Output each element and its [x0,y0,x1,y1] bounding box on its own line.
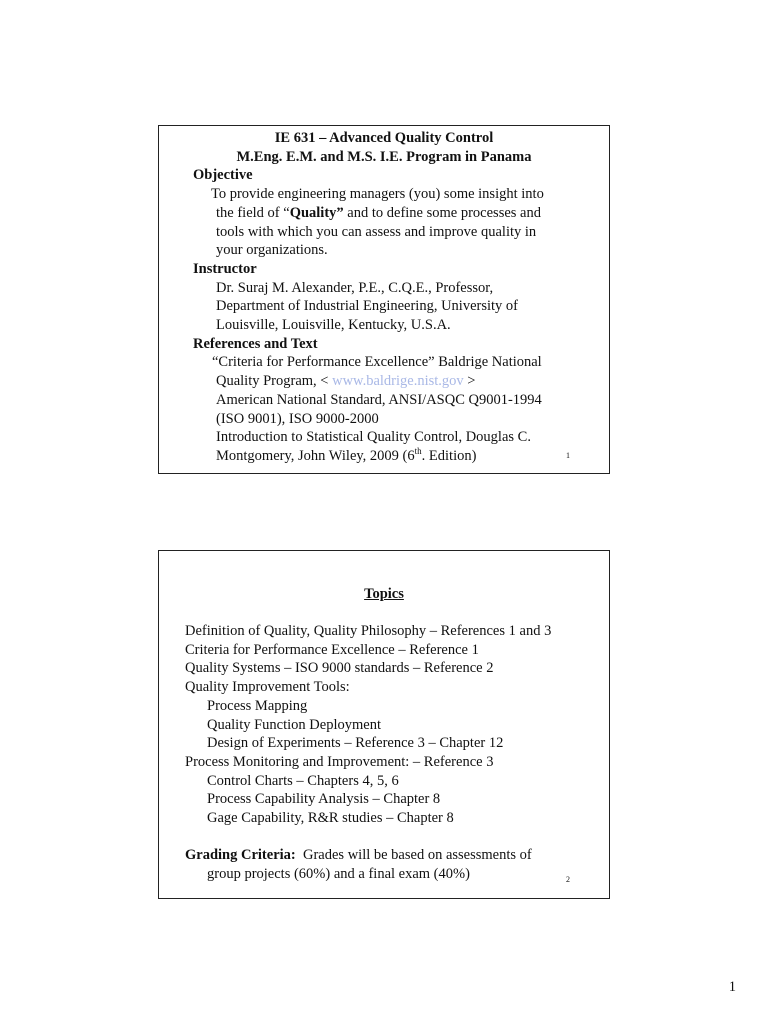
sheet-page-number: 1 [728,979,736,995]
quality-emphasis: Quality” [289,204,344,221]
reference-text: Quality Program, < [216,373,333,390]
topic-item: Criteria for Performance Excellence – Reference 1 [185,641,479,658]
course-title: IE 631 – Advanced Quality Control [274,130,494,146]
reference-text: Montgomery, John Wiley, 2009 (6 [216,447,415,464]
topic-item: Quality Improvement Tools: [185,679,350,696]
slide-page-number: 2 [566,875,570,884]
grading-text: Grades will be based on assessments of [295,847,532,863]
instructor-line-2: Department of Industrial Engineering, University of [216,298,519,315]
instructor-line-3: Louisville, Louisville, Kentucky, U.S.A. [216,317,451,333]
reference-1-line-2 [216,372,475,391]
objective-line-3: tools with which you can assess and improve quality in [216,223,537,240]
topic-subitem: Control Charts – Chapters 4, 5, 6 [207,772,399,789]
reference-2-line-2: (ISO 9001), ISO 9000-2000 [216,410,379,427]
topic-item: Process Monitoring and Improvement: – Reference 3 [185,753,494,770]
grading-label: Grading Criteria: [185,847,296,863]
topics-heading: Topics [364,586,404,602]
objective-text: and to define some processes and [343,204,541,221]
slide-1 [158,125,610,474]
topic-subitem: Gage Capability, R&R studies – Chapter 8 [207,810,454,826]
reference-2-line-1: American National Standard, ANSI/ASQC Q9001-1994 [216,391,542,408]
reference-3-line-2 [216,447,476,466]
objective-heading: Objective [193,167,253,184]
topic-subitem: Design of Experiments – Reference 3 – Chapter 12 [207,735,504,752]
grading-line-1 [185,846,532,865]
slide-2 [158,550,610,899]
instructor-heading: Instructor [193,260,257,277]
topic-subitem: Process Capability Analysis – Chapter 8 [207,791,441,808]
program-title: M.Eng. E.M. and M.S. I.E. Program in Panama [236,148,532,165]
references-heading: References and Text [193,335,318,352]
slide-page-number: 1 [566,451,570,460]
reference-text: > [463,373,476,390]
instructor-line-1: Dr. Suraj M. Alexander, P.E., C.Q.E., Professor, [216,279,494,296]
reference-text: . Edition) [421,447,477,464]
topic-subitem: Quality Function Deployment [207,716,381,733]
topic-item: Quality Systems – ISO 9000 standards – Reference 2 [185,660,494,677]
reference-1-line-1: “Criteria for Performance Excellence” Baldrige National [212,354,542,371]
objective-line-2 [216,204,541,223]
reference-3-line-1: Introduction to Statistical Quality Control, Douglas C. [216,429,531,446]
objective-text: the field of “ [216,204,290,221]
grading-line-2: group projects (60%) and a final exam (40%) [207,865,470,882]
topic-item: Definition of Quality, Quality Philosophy – References 1 and 3 [185,623,552,639]
objective-line-1: To provide engineering managers (you) some insight into [211,186,544,203]
baldrige-link[interactable]: www.baldrige.nist.gov [332,373,464,390]
superscript: th [414,446,422,457]
objective-line-4: your organizations. [216,242,328,259]
topic-subitem: Process Mapping [207,697,308,714]
